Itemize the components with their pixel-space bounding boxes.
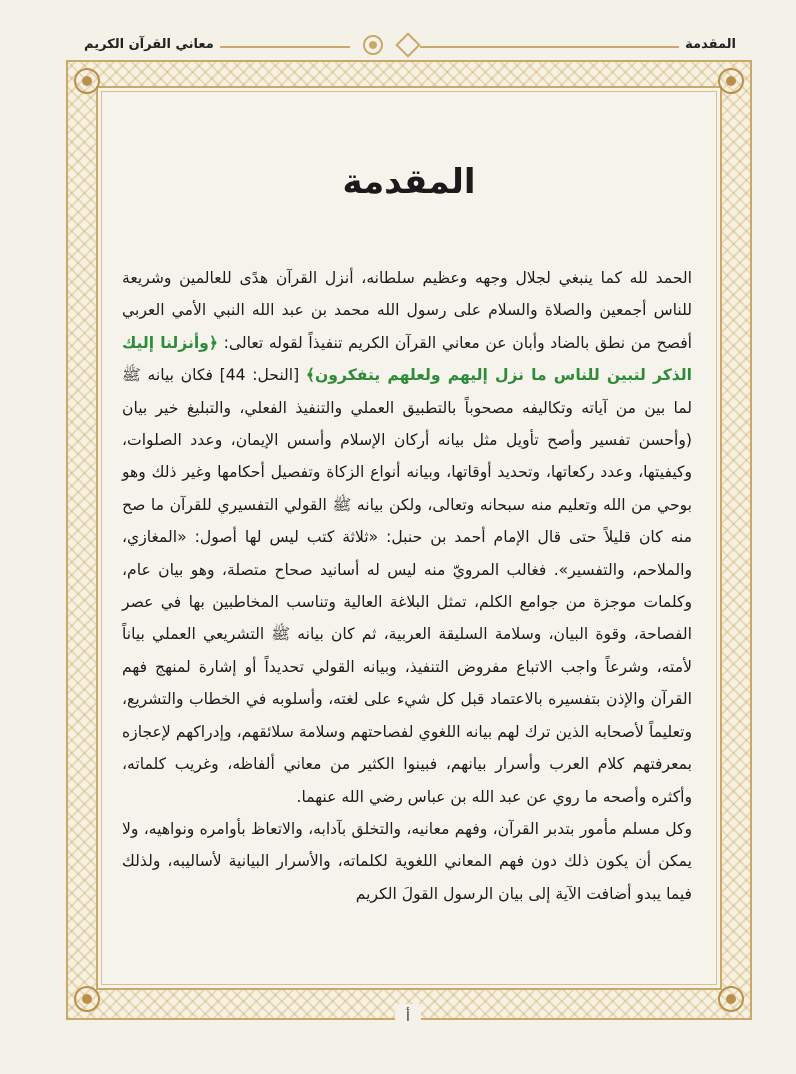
quran-verse: ﴿وأنزلنا إليك الذكر لتبين للناس ما نزل إليهم ولعلهم يتفكرون﴾ bbox=[122, 333, 692, 385]
paragraph: وكل مسلم مأمور بتدبر القرآن، وفهم معانيه، والتخلق بآدابه، والاتعاظ بأوامره ونواهيه، ولا يمكن أن يكون ذلك دون فهم المعاني اللغوية لكلماته، والأسرار البيانية لأساليبه، ولذلك فيما يبدو أضافت الآية إلى بيان الرسول القولَ الكريم bbox=[122, 819, 692, 903]
header-rule-right bbox=[420, 46, 720, 48]
corner-ornament-icon bbox=[70, 982, 104, 1016]
corner-ornament-icon bbox=[70, 64, 104, 98]
header-section-title: المقدمة bbox=[679, 34, 742, 56]
header-ornament-icon bbox=[360, 32, 386, 58]
header-ornament-icon bbox=[395, 32, 421, 58]
paragraph-text: [النحل: 44] فكان بيانه ﷺ لما بين من آياته وتكاليفه مصحوباً بالتطبيق العملي والتنفيذ الفعلي، والتبليغ خير بيان (وأحسن تفسير وأصح تأويل مثل بيانه أركان الإسلام وأسس الإيمان، وعدد الصلوات، وكيفيتها، وعدد ركعاتها، وتحديد أوقاتها، وبيانه أنواع الزكاة وتفصيل أحكامها وغير ذلك وهو بوحي من الله وتعليم منه سبحانه وتعالى، ولكن بيانه ﷺ القولي التفسيري للقرآن ما صح منه كان قليلاً حتى قال الإمام أحمد بن حنبل: «ثلاثة كتب ليس لها أصول: «المغازي، والملاحم، والتفسير». فغالب المرويّ منه ليس له أسانيد صحاح متصلة، وهو بيان عام، وكلمات موجزة من جوامع الكلم، تمثل البلاغة العالية وتناسب المخاطبين بها في عصر الفصاحة، وقوة البيان، وسلامة السليقة العربية، ثم كان بيانه ﷺ التشريعي العملي بياناً لأمته، وشرعاً واجب الاتباع مفروض التنفيذ، وبيانه القولي تحديداً أو إشارة لمنهج فهم القرآن والإذن بتفسيره بالاعتماد قبل كل شيء على لغته، وأسلوبه في الخطاب والتشريع، وتعليماً لأصحابه الذين ترك لهم بيانه اللغوي لفصاحتهم وسلامة سلائقهم، وإدراكهم لإعجازه بمعرفتهم كلام العرب وأسرار بيانهم، فبينوا الكثير من معاني ألفاظه، وغريب كلماته، وأكثره وأصحه ما روي عن عبد الله بن عباس رضي الله عنهما. bbox=[122, 366, 692, 806]
paragraph bbox=[122, 262, 692, 813]
header-book-title: معاني القرآن الكريم bbox=[78, 34, 220, 56]
paragraph-text: الحمد لله كما ينبغي لجلال وجهه وعظيم سلطانه، أنزل القرآن هدًى للعالمين وشريعة للناس أجمعين والصلاة والسلام على رسول الله محمد بن عبد الله النبي الأمي العربي أفصح من نطق بالضاد وأبان عن معاني القرآن الكريم تنفيذاً لقوله تعالى: bbox=[122, 269, 693, 352]
page-title: المقدمة bbox=[342, 162, 476, 202]
corner-ornament-icon bbox=[714, 64, 748, 98]
page-number: أ bbox=[395, 1004, 421, 1030]
corner-ornament-icon bbox=[714, 982, 748, 1016]
body-text bbox=[122, 262, 692, 910]
